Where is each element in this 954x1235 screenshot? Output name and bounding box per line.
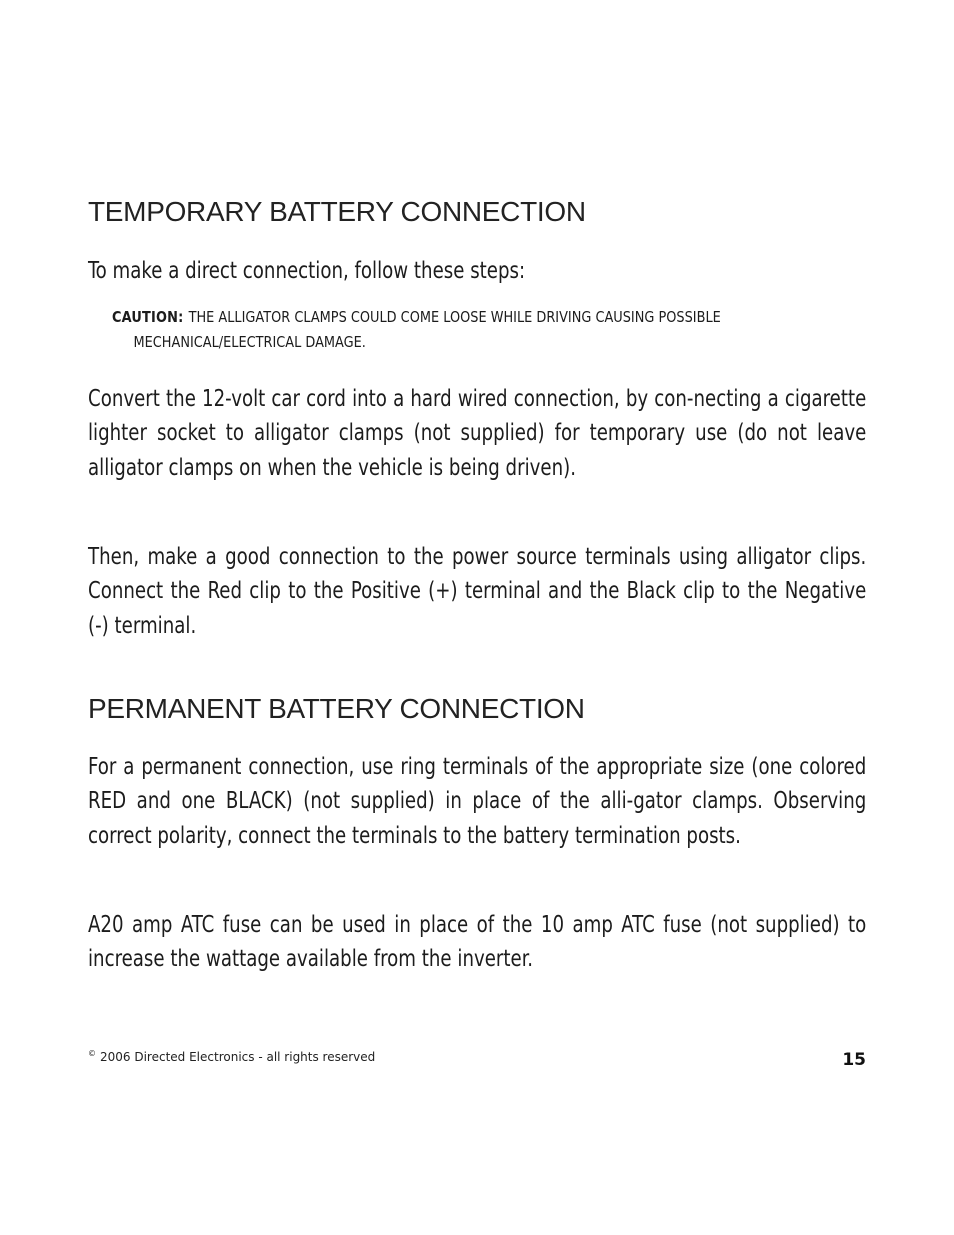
caution-text-line2: MECHANICAL/ELECTRICAL DAMAGE. [133, 333, 366, 351]
temporary-intro-text: To make a direct connection, follow these steps: [88, 256, 526, 284]
page-number: 15 [842, 1050, 866, 1070]
caution-label: CAUTION: [112, 308, 184, 326]
copyright-text: 2006 Directed Electronics - all rights reserved [100, 1050, 376, 1064]
copyright-symbol: © [88, 1049, 96, 1058]
temporary-paragraph-2: Then, make a good connection to the power source terminals using alligator clips. Connect the Red clip to the Positive (+) terminal and the Black clip to the Negative (-) terminal. [88, 542, 867, 639]
caution-text-line1: THE ALLIGATOR CLAMPS COULD COME LOOSE WHILE DRIVING CAUSING POSSIBLE [188, 308, 721, 326]
permanent-paragraph-2: A20 amp ATC fuse can be used in place of the 10 amp ATC fuse (not supplied) to increase the wattage available from the inverter. [88, 910, 867, 973]
caution-note [112, 305, 866, 355]
copyright-notice [88, 1049, 375, 1064]
temporary-paragraph-1: Convert the 12-volt car cord into a hard wired connection, by con-necting a cigarette lighter socket to alligator clamps (not supplied) for temporary use (do not leave alligator clamps on when the vehicle is being driven). [88, 384, 867, 481]
temporary-section-heading: TEMPORARY BATTERY CONNECTION [88, 196, 586, 227]
permanent-section-heading: PERMANENT BATTERY CONNECTION [88, 693, 585, 724]
permanent-paragraph-1: For a permanent connection, use ring terminals of the appropriate size (one colored RED and one BLACK) (not supplied) in place of the alli-gator clamps. Observing correct polarity, connect the terminals to the battery termination posts. [88, 752, 867, 849]
